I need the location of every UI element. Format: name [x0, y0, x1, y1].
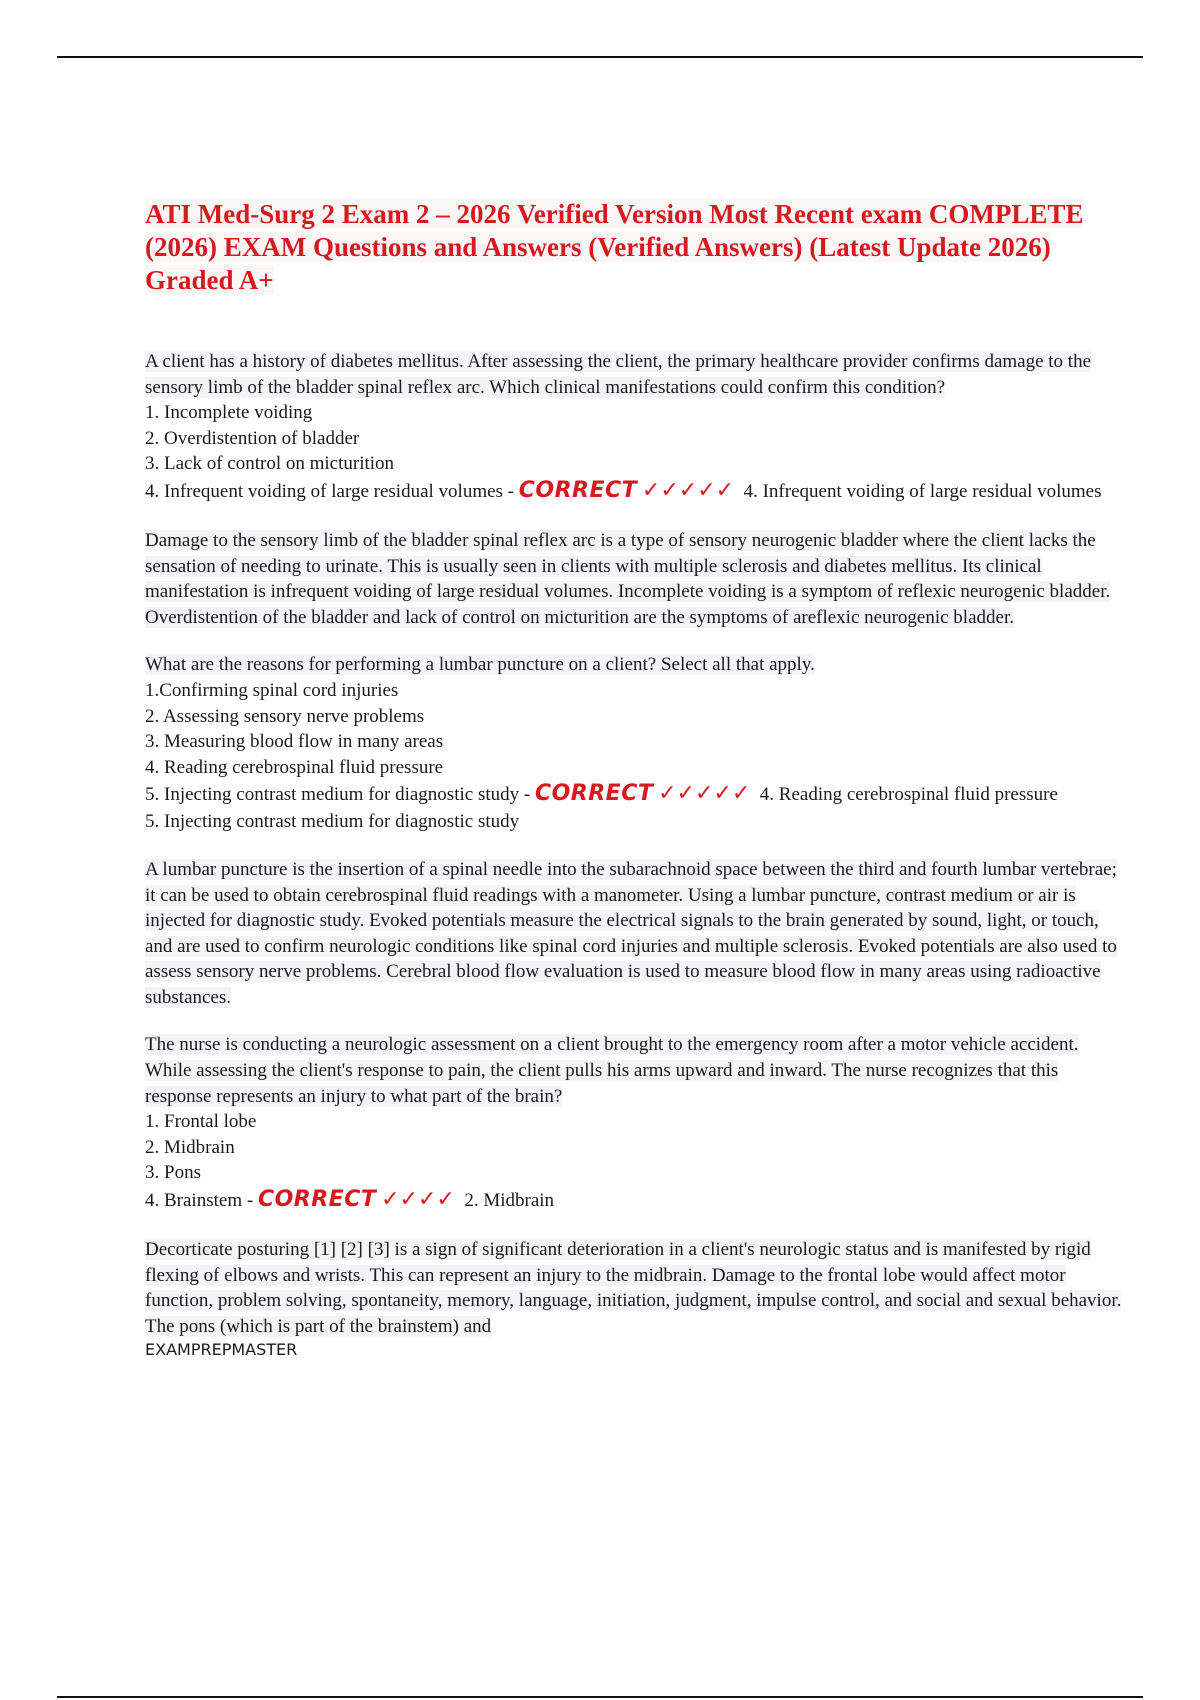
check-marks-icon: ✓✓✓✓✓	[641, 477, 735, 503]
document-body	[145, 198, 1125, 1361]
question-block-3	[145, 1032, 1125, 1215]
option-item: 1. Incomplete voiding	[145, 402, 313, 424]
answer-line	[145, 1186, 1125, 1215]
bottom-rule	[57, 1696, 1143, 1698]
explanation-text: A lumbar puncture is the insertion of a spinal needle into the subarachnoid space between the third and fourth lumbar vertebrae; it can be used to obtain cerebrospinal fluid readings with a manometer. Using a lumbar puncture, contrast medium or air is injected for diagnostic study. Evoked potentials measure the electrical signals to the brain generated by sound, light, or touch, and are used to confirm neurologic conditions like spinal cord injuries and multiple sclerosis. Evoked potentials are also used to assess sensory nerve problems. Cerebral blood flow evaluation is used to measure blood flow in many areas using radioactive substances.	[145, 858, 1117, 1008]
option-item: 2. Assessing sensory nerve problems	[145, 705, 425, 727]
check-marks-icon: ✓✓✓✓	[381, 1187, 455, 1213]
option-item: 4. Reading cerebrospinal fluid pressure	[145, 756, 444, 778]
answer-line	[145, 477, 1125, 506]
option-item: 1.Confirming spinal cord injuries	[145, 679, 399, 701]
watermark-footer: EXAMPREPMASTER	[145, 1340, 298, 1360]
top-rule	[57, 56, 1143, 58]
question-text: What are the reasons for performing a lumbar puncture on a client? Select all that apply.	[145, 654, 815, 676]
question-text: A client has a history of diabetes mellitus. After assessing the client, the primary healthcare provider confirms damage to the sensory limb of the bladder spinal reflex arc. Which clinical manifestations could confirm this condition?	[145, 351, 1092, 398]
correct-label: CORRECT	[518, 477, 638, 503]
option-item: 4. Brainstem -	[145, 1190, 254, 1212]
answer-line	[145, 780, 1125, 809]
correct-answer-extra: 5. Injecting contrast medium for diagnostic study	[145, 811, 520, 833]
option-item: 4. Infrequent voiding of large residual volumes -	[145, 480, 514, 502]
option-item: 5. Injecting contrast medium for diagnostic study -	[145, 784, 531, 806]
correct-answer: 4. Reading cerebrospinal fluid pressure	[759, 784, 1058, 806]
option-item: 3. Measuring blood flow in many areas	[145, 731, 444, 753]
question-block-1	[145, 349, 1125, 506]
check-marks-icon: ✓✓✓✓✓	[658, 781, 751, 807]
correct-answer: 2. Midbrain	[464, 1190, 555, 1212]
explanation-text: Damage to the sensory limb of the bladder spinal reflex arc is a type of sensory neurogenic bladder where the client lacks the sensation of needing to urinate. This is usually seen in clients with multiple sclerosis and diabetes mellitus. Its clinical manifestation is infrequent voiding of large residual volumes. Incomplete voiding is a symptom of reflexic neurogenic bladder. Overdistention of the bladder and lack of control on micturition are the symptoms of areflexic neurogenic bladder.	[145, 529, 1111, 628]
question-text: The nurse is conducting a neurologic assessment on a client brought to the emergency room after a motor vehicle accident. While assessing the client's response to pain, the client pulls his arms upward and inward. The nurse recognizes that this response represents an injury to what part of the brain?	[145, 1034, 1079, 1107]
option-item: 3. Pons	[145, 1162, 201, 1184]
correct-label: CORRECT	[534, 781, 654, 807]
correct-answer: 4. Infrequent voiding of large residual volumes	[743, 480, 1102, 502]
option-item: 2. Overdistention of bladder	[145, 427, 360, 449]
option-item: 1. Frontal lobe	[145, 1111, 257, 1133]
option-item: 3. Lack of control on micturition	[145, 453, 395, 475]
explanation-text: Decorticate posturing [1] [2] [3] is a sign of significant deterioration in a client's neurologic status and is manifested by rigid flexing of elbows and wrists. This can represent an injury to the midbrain. Damage to the frontal lobe would affect motor function, problem solving, spontaneity, memory, language, initiation, judgment, impulse control, and social and sexual behavior. The pons (which is part of the brainstem) and	[145, 1239, 1122, 1337]
option-item: 2. Midbrain	[145, 1136, 235, 1158]
question-block-2	[145, 652, 1125, 835]
correct-label: CORRECT	[257, 1187, 377, 1213]
document-title: ATI Med-Surg 2 Exam 2 – 2026 Verified Version Most Recent exam COMPLETE (2026) EXAM Questions and Answers (Verified Answers) (Latest Update 2026) Graded A+	[145, 199, 1084, 295]
